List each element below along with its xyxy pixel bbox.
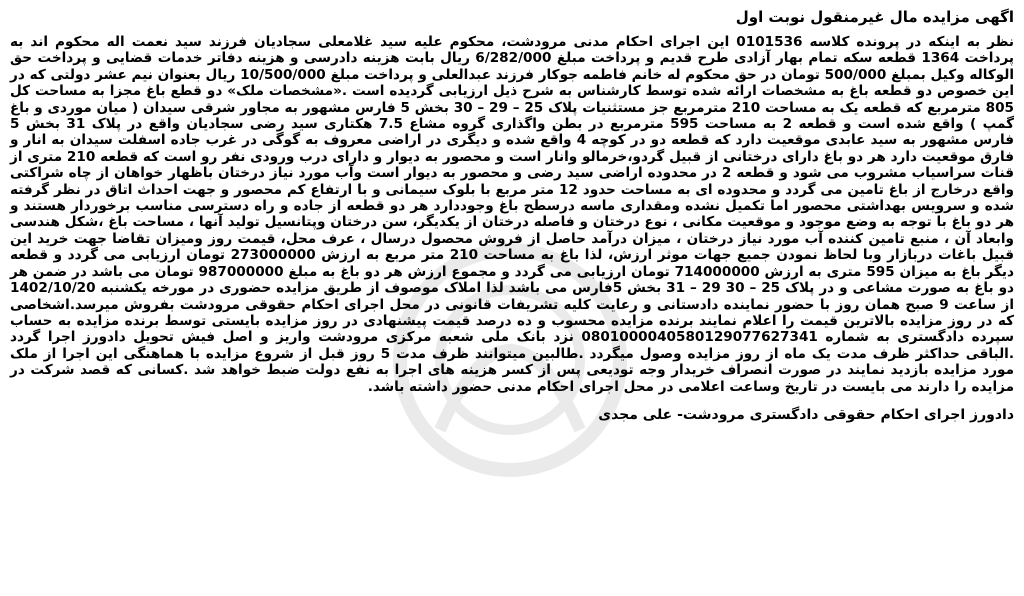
- notice-signature: دادورز اجرای احکام حقوقی دادگستری مرودشت- علی مجدی: [598, 406, 1014, 423]
- notice-title: اگهی مزایده مال غیرمنقول نوبت اول: [735, 8, 1014, 26]
- notice-body: نظر به اینکه در پرونده کلاسه 0101536 این اجرای احکام مدنی مرودشت، محکوم علیه سید غلامعلی سجادیان فرزند سید نعمت اله محکوم اند به پرداخت 1364 قطعه سکه تمام بهار آزادی طرح قدیم و پرداخت مبلغ 6/282/000 ریال بابت هزینه دادرسی و هزینه دفاتر خدمات قضایی و پرداخت حق الوکاله وکیل بمبلغ 500/000 تومان در حق محکوم له خانم فاطمه جوکار فرزند عبدالعلی و پرداخت مبلغ 10/500/000 ریال بعنوان نیم عشر دولتی که در این خصوص دو قطعه باغ به مشخصات ارائه شده توسط کارشناس به شرح ذیل ارزیابی گردیده است .«مشخصات ملک» دو قطع باغ مجزا به مساحت کل 805 مترمربع که قطعه یک به مساحت 210 مترمربع جز مستثنیات پلاک 25 – 29 – 30 بخش 5 فارس مشهور به مجاور شرقی سیدان ( میان موردی و باغ گمپ ) واقع شده است و قطعه 2 به مساحت 595 مترمربع در بطن واگذاری گروه مشاع 7.5 هکتاری سید رضی سجادیان واقع در پلاک 31 بخش 5 فارس مشهور به سید عابدی موقعیت دارد که قطعه دو در کوچه 4 واقع شده و دیگری در اراضی معروف به گوگی در غرب جاده اسفلت سیدان به انار و فارق موقعیت دارد هر دو باغ دارای درختانی از قبیل گردو،خرمالو وانار است و محصور به دیوار و دارای درب ورودی نفر رو است که قطعه 210 متری از قنات سراسیاب مشروب می شود و قطعه 2 در محدوده اراضی سید رضی و محصور به دیوار است وآب مورد نیاز درختان باظهار خواهان از چاه شراکتی واقع درخارج از باغ تامین می گردد و محدوده ای به مساحت حدود 12 متر مربع با بلوک سیمانی و با ارتفاع کم محصور و جهت احداث اتاق در نظر گرفته شده و سرویس بهداشتی محصور اما تکمیل نشده ومقداری ماسه درسطح باغ وجوددارد هر دو قطعه از جاده و راه دسترسی مناسب برخوردار هستند و هر دو باغ با توجه به وضع موجود و موقعیت مکانی ، نوع درختان و فاصله درختان از یکدیگر، سن درختان وپتانسیل تولید آنها ، مساحت باغ ،شکل هندسی وابعاد آن ، منبع تامین کننده آب مورد نیاز درختان ، میزان درآمد حاصل از فروش محصول درسال ، عرف محل، قیمت روز ومیزان تقاضا جهت خرید این قبیل باغات دربازار وبا لحاظ نمودن جمیع جهات موثر ارزش، لذا باغ به مساحت 210 متر مربع به ارزش 273000000 تومان ارزیابی می گردد و قطعه دیگر باغ به میزان 595 متری به ارزش 714000000 تومان ارزیابی می گردد و مجموع ارزش هر دو باغ به مبلغ 987000000 تومان می باشد در ضمن هر دو باغ به صورت مشاعی و در پلاک 25 – 30 29 – 31 بخش 5فارس می باشد لذا املاک موصوف از طریق مزایده حضوری در مورخه یکشنبه 1402/10/20 از ساعت 9 صبح همان روز با حضور نماینده دادستانی و رعایت کلیه تشریفات قانونی در محل اجرای احکام حقوقی مرودشت بفروش میرسد.اشخاصی که در روز مزایده بالاترین قیمت را اعلام نمایند برنده مزایده محسوب و ده درصد قیمت پیشنهادی در روز مزایده بایستی توسط برنده مزایده به حساب سپرده دادگستری به شماره 0801000040580129077627341 نزد بانک ملی شعبه مرکزی مرودشت واریز و اصل فیش تحویل دادورز اجرا گردد .الباقی حداکثر ظرف مدت یک ماه از روز مزایده وصول میگردد .طالبین میتوانند ظرف مدت 5 روز قبل از شروع مزایده با هماهنگی این اجرا از ملک مورد مزایده بازدید نمایند در صورت انصراف خریدار وجه تودیعی پس از کسر هزینه های اجرا به نفع دولت ضبط خواهد شد .کسانی که قصد شرکت در مزایده را دارند می بایست در تاریخ وساعت اعلامی در محل اجرای احکام مدنی حضور داشته باشد.: [10, 34, 1015, 395]
